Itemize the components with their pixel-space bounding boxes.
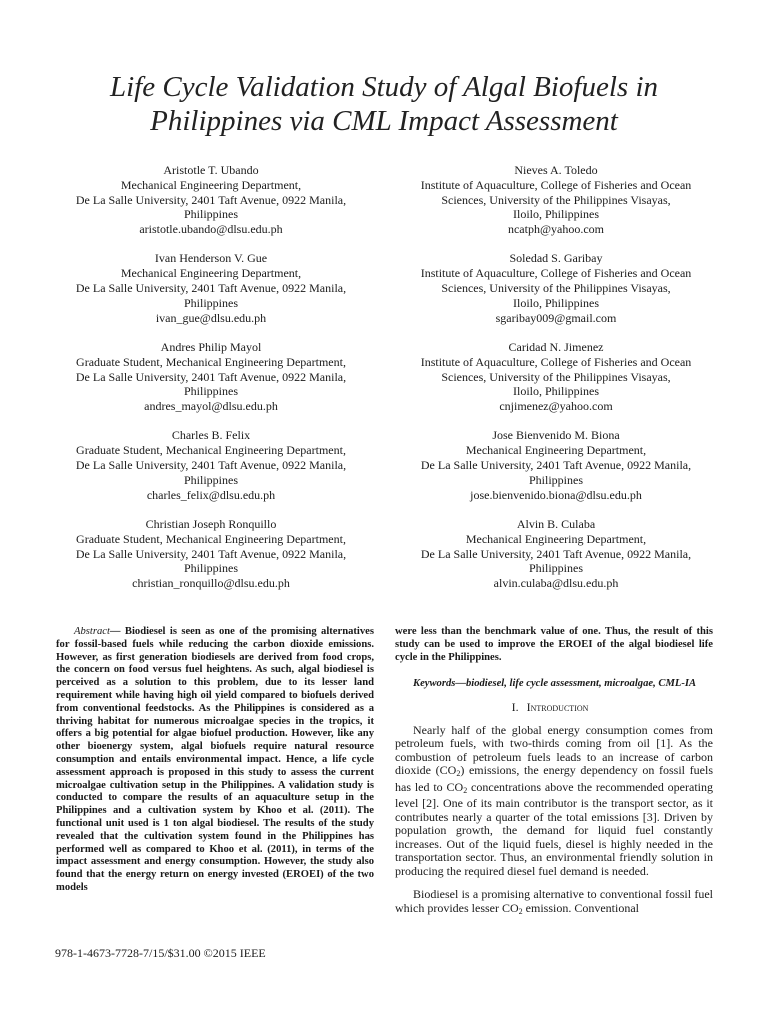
author-name: Alvin B. Culaba — [516, 516, 596, 531]
section-title: Introduction — [526, 700, 589, 715]
author-country: Philippines — [183, 384, 238, 399]
body-right-column — [395, 626, 713, 928]
text-run: concentrations above the recommended operating level [2]. One of its main contributor is the transport sector, as it contributes nearly a quarter of the total emissions [3]. Driven by population growth, the demand for liquid fuel constantly increases. Out of the liquid fuels, diesel is highly needed in the transportation sector. Thus, an environmental friendly solution in producing the required diesel fuel demand is needed. — [395, 779, 713, 878]
author-email[interactable]: andres_mayol@dlsu.edu.ph — [144, 399, 278, 414]
abstract-continued: were less than the benchmark value of one. Thus, the result of this study can be used to improve the EROEI of the algal biodiesel life cycle in the Philippines. — [395, 626, 713, 663]
author-entry — [55, 340, 367, 414]
author-entry — [397, 428, 715, 502]
author-country: Philippines — [528, 472, 583, 487]
author-name: Charles B. Felix — [171, 428, 251, 443]
author-country: Philippines — [183, 207, 238, 222]
author-address: De La Salle University, 2401 Taft Avenue, 0922 Manila, — [75, 281, 347, 296]
text-run: Nearly half of the global energy consumption comes from petroleum fuels, with two-thirds coming from oil [1]. As the combustion of petroleum fuels leads to an increase of carbon dioxide (CO — [395, 722, 713, 778]
author-country: Iloilo, Philippines — [512, 207, 599, 222]
author-address: De La Salle University, 2401 Taft Avenue, 0922 Manila, — [420, 546, 692, 561]
author-name: Aristotle T. Ubando — [163, 163, 259, 177]
author-address: De La Salle University, 2401 Taft Avenue, 0922 Manila, — [75, 458, 347, 473]
author-country: Iloilo, Philippines — [512, 295, 599, 310]
author-entry — [397, 251, 715, 325]
author-email[interactable]: jose.bienvenido.biona@dlsu.edu.ph — [470, 487, 642, 502]
author-email[interactable]: christian_ronquillo@dlsu.edu.ph — [132, 576, 290, 591]
abstract-text: Biodiesel is seen as one of the promising alternatives for fossil-based fuels while reducing the carbon dioxide emissions. However, as first generation biodiesels are derived from food crops, the concern on food versus fuel heightens. As such, algal biodiesel is perceived as a solution to this problem, due to its lesser land requirement while having high oil yield compared to biofuels derived from conventional feedstocks. As the Philippines is considered as a thriving habitat for numerous microalgae species in the tropics, it offers a big potential for algae biofuel production. However, like any other bioenergy system, algal biofuels require natural resource consumption and entails environmental impact. Hence, a life cycle assessment approach is proposed in this study to assess the current microalgae cultivation setup in the Philippines. A validation study is conducted to compare the results of an aquaculture setup in the Philippines and a cultivation system by Khoo et al. (2011). The functional unit used is 1 ton algal biodiesel. The results of the study revealed that the cultivation system found in the Philippines has performed well as compared to Khoo et al. (2011), in terms of the impact assessment and energy consumption. However, the study also found that the energy return on energy invested (EROEI) of the two models — [56, 626, 374, 893]
author-name: Nieves A. Toledo — [514, 163, 598, 177]
author-entry — [55, 428, 367, 502]
title-line-1: Life Cycle Validation Study of Algal Biofuels in — [110, 71, 658, 103]
author-affiliation: Institute of Aquaculture, College of Fisheries and Ocean — [420, 266, 692, 281]
author-address: De La Salle University, 2401 Taft Avenue, 0922 Manila, — [75, 192, 347, 207]
author-email[interactable]: alvin.culaba@dlsu.edu.ph — [493, 576, 619, 591]
authors-right-column — [397, 163, 715, 605]
author-affiliation: Institute of Aquaculture, College of Fisheries and Ocean — [420, 354, 692, 369]
author-name: Caridad N. Jimenez — [508, 339, 604, 354]
author-affiliation: Graduate Student, Mechanical Engineering Department, — [76, 354, 346, 369]
abstract-paragraph — [56, 626, 374, 895]
author-affiliation: Mechanical Engineering Department, — [120, 177, 302, 192]
author-email[interactable]: cnjimenez@yahoo.com — [499, 399, 613, 414]
author-email[interactable]: aristotle.ubando@dlsu.edu.ph — [139, 222, 283, 237]
author-address: Sciences, University of the Philippines Visayas, — [441, 281, 671, 296]
title-line-2: Philippines via CML Impact Assessment — [150, 105, 618, 137]
intro-paragraph-1 — [395, 724, 713, 879]
author-name: Soledad S. Garibay — [509, 251, 603, 266]
author-entry — [397, 517, 715, 591]
author-address: De La Salle University, 2401 Taft Avenue, 0922 Manila, — [75, 546, 347, 561]
author-country: Philippines — [183, 295, 238, 310]
authors-left-column — [55, 163, 367, 605]
author-email[interactable]: ncatph@yahoo.com — [507, 222, 605, 237]
author-country: Philippines — [183, 561, 238, 576]
author-affiliation: Mechanical Engineering Department, — [465, 443, 647, 458]
section-heading-introduction — [395, 701, 713, 714]
author-address: Sciences, University of the Philippines Visayas, — [441, 192, 671, 207]
keywords: Keywords—biodiesel, life cycle assessment, microalgae, CML-IA — [413, 678, 697, 690]
author-address: De La Salle University, 2401 Taft Avenue, 0922 Manila, — [75, 369, 347, 384]
subscript: 2 — [518, 906, 523, 916]
copyright-footer: 978-1-4673-7728-7/15/$31.00 ©2015 IEEE — [55, 946, 266, 960]
author-email[interactable]: ivan_gue@dlsu.edu.ph — [155, 310, 267, 325]
author-email[interactable]: sgaribay009@gmail.com — [495, 310, 617, 325]
text-run: ) emissions, the energy dependency on fossil fuels has led to CO — [395, 763, 713, 794]
author-entry — [397, 163, 715, 237]
author-name: Jose Bienvenido M. Biona — [492, 428, 620, 443]
subscript: 2 — [463, 785, 468, 795]
author-name: Ivan Henderson V. Gue — [154, 251, 268, 266]
abstract-dash: — — [109, 626, 125, 637]
author-entry — [397, 340, 715, 414]
author-name: Andres Philip Mayol — [160, 339, 262, 354]
author-name: Christian Joseph Ronquillo — [145, 516, 277, 531]
author-country: Philippines — [528, 561, 583, 576]
author-affiliation: Mechanical Engineering Department, — [465, 531, 647, 546]
author-entry — [55, 251, 367, 325]
author-email[interactable]: charles_felix@dlsu.edu.ph — [146, 487, 276, 502]
author-country: Philippines — [183, 472, 238, 487]
author-affiliation: Institute of Aquaculture, College of Fisheries and Ocean — [420, 177, 692, 192]
abstract-label: Abstract — [74, 626, 110, 637]
paper-title — [40, 70, 728, 138]
author-affiliation: Graduate Student, Mechanical Engineering Department, — [76, 531, 346, 546]
text-run: emission. Conventional — [522, 900, 639, 915]
author-address: De La Salle University, 2401 Taft Avenue, 0922 Manila, — [420, 458, 692, 473]
author-address: Sciences, University of the Philippines Visayas, — [441, 369, 671, 384]
author-affiliation: Graduate Student, Mechanical Engineering Department, — [76, 443, 346, 458]
section-number: I. — [511, 700, 519, 715]
author-entry — [55, 163, 367, 237]
subscript: 2 — [456, 769, 461, 779]
intro-paragraph-2 — [395, 888, 713, 918]
author-country: Iloilo, Philippines — [512, 384, 599, 399]
body-left-column — [56, 626, 374, 895]
text-run: Biodiesel is a promising alternative to conventional fossil fuel which provides lesser CO — [395, 887, 713, 915]
author-entry — [55, 517, 367, 591]
author-affiliation: Mechanical Engineering Department, — [120, 266, 302, 281]
